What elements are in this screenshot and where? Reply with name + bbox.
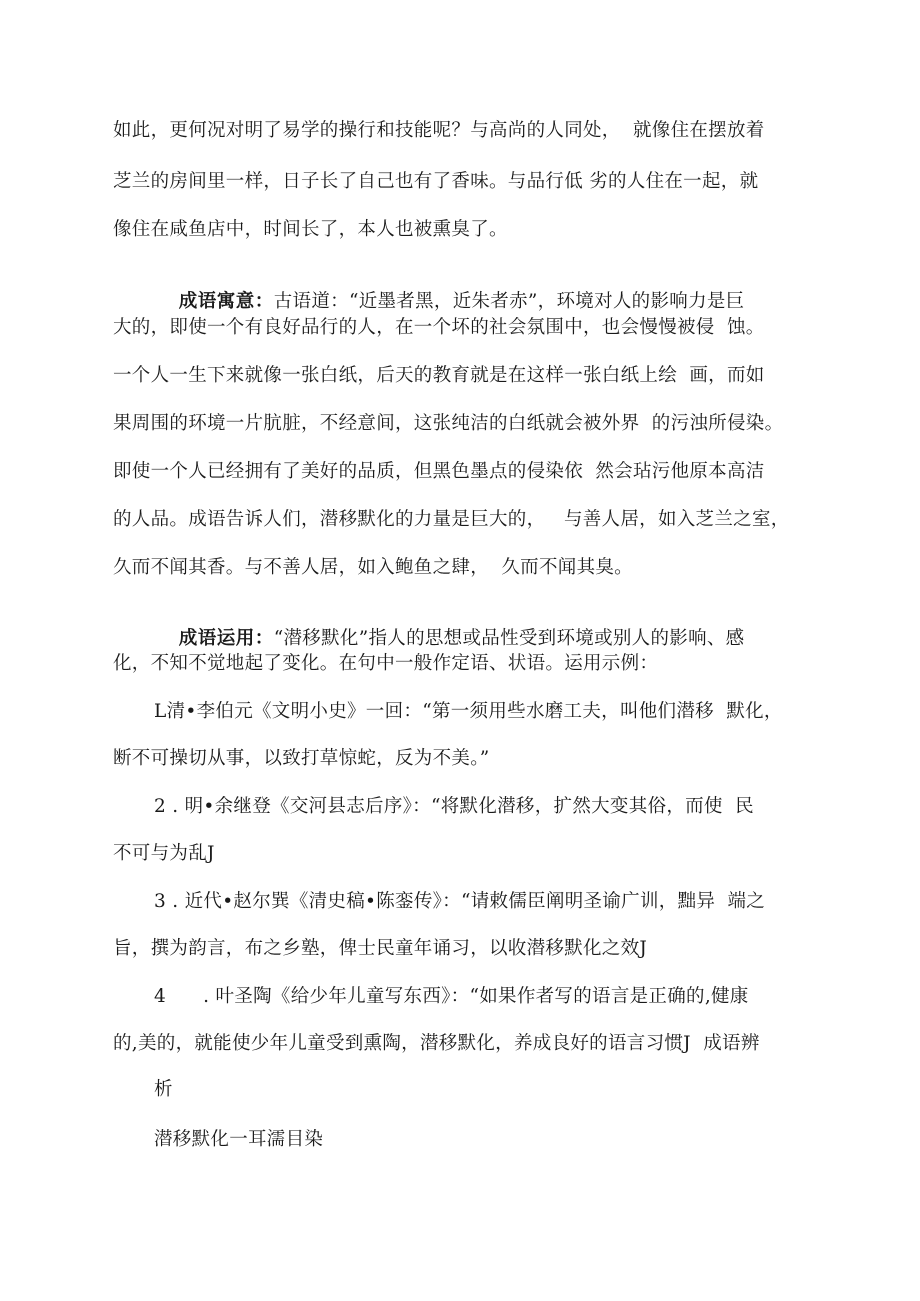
example-line: 不可与为乱J bbox=[113, 843, 215, 864]
example-line: 旨，撰为韵言，布之乡塾，俾士民童年诵习，以收潜移默化之效J bbox=[113, 938, 648, 959]
text-line: 一个人一生下来就像一张白纸，后天的教育就是在这样一张白纸上绘 画，而如 bbox=[113, 365, 765, 386]
idiom-comparison: 潜移默化一耳濡目染 bbox=[154, 1129, 324, 1150]
text-line: 果周围的环境一片肮脏，不经意间，这张纯洁的白纸就会被外界 的污浊所侵染。 bbox=[113, 413, 784, 434]
example-line: 3 . 近代•赵尔巽《清史稿•陈銮传》：“请敕儒臣阐明圣谕广训，黜异 端之 bbox=[154, 891, 766, 912]
example-line: 4 . 叶圣陶《给少年儿童写东西》：“如果作者写的语言是正确的,健康 bbox=[154, 986, 749, 1007]
text-span: “潜移默化”指人的思想或品性受到环境或别人的影响、感 bbox=[273, 628, 745, 649]
text-line: 芝兰的房间里一样，日子长了自己也有了香味。与品行低 劣的人住在一起，就 bbox=[113, 171, 759, 192]
text-line: 大的，即使一个有良好品行的人，在一个坏的社会氛围中，也会慢慢被侵 蚀。 bbox=[113, 317, 765, 338]
example-line: L清•李伯元《文明小史》一回：“第一须用些水磨工夫，叫他们潜移 默化， bbox=[154, 701, 783, 722]
text-line: 像住在咸鱼店中，时间长了，本人也被熏臭了。 bbox=[113, 219, 508, 240]
example-line: 的,美的，就能使少年儿童受到熏陶，潜移默化，养成良好的语言习惯J 成语辨 bbox=[113, 1033, 760, 1054]
text-span: 古语道：“近墨者黑，近朱者赤”，环境对人的影响力是巨 bbox=[273, 291, 745, 312]
section-heading-meaning: 成语寓意： bbox=[178, 291, 274, 312]
text-line: 化，不知不觉地起了变化。在句中一般作定语、状语。运用示例： bbox=[113, 653, 659, 674]
example-line: 断不可操切从事，以致打草惊蛇，反为不美。” bbox=[113, 748, 490, 769]
example-line: 析 bbox=[154, 1079, 173, 1100]
text-line: 的人品。成语告诉人们，潜移默化的力量是巨大的， 与善人居，如入芝兰之室， bbox=[113, 509, 790, 530]
text-line: 如此，更何况对明了易学的操行和技能呢？与高尚的人同处， 就像住在摆放着 bbox=[113, 120, 765, 141]
text-line: 久而不闻其香。与不善人居，如入鲍鱼之肆， 久而不闻其臭。 bbox=[113, 557, 633, 578]
text-line: 即使一个人已经拥有了美好的品质，但黑色墨点的侵染依 然会玷污他原本高洁 bbox=[113, 461, 765, 482]
section-heading-usage: 成语运用： bbox=[178, 628, 274, 649]
example-line: 2 . 明•余继登《交河县志后序》：“将默化潜移，扩然大变其俗，而使 民 bbox=[154, 796, 754, 817]
